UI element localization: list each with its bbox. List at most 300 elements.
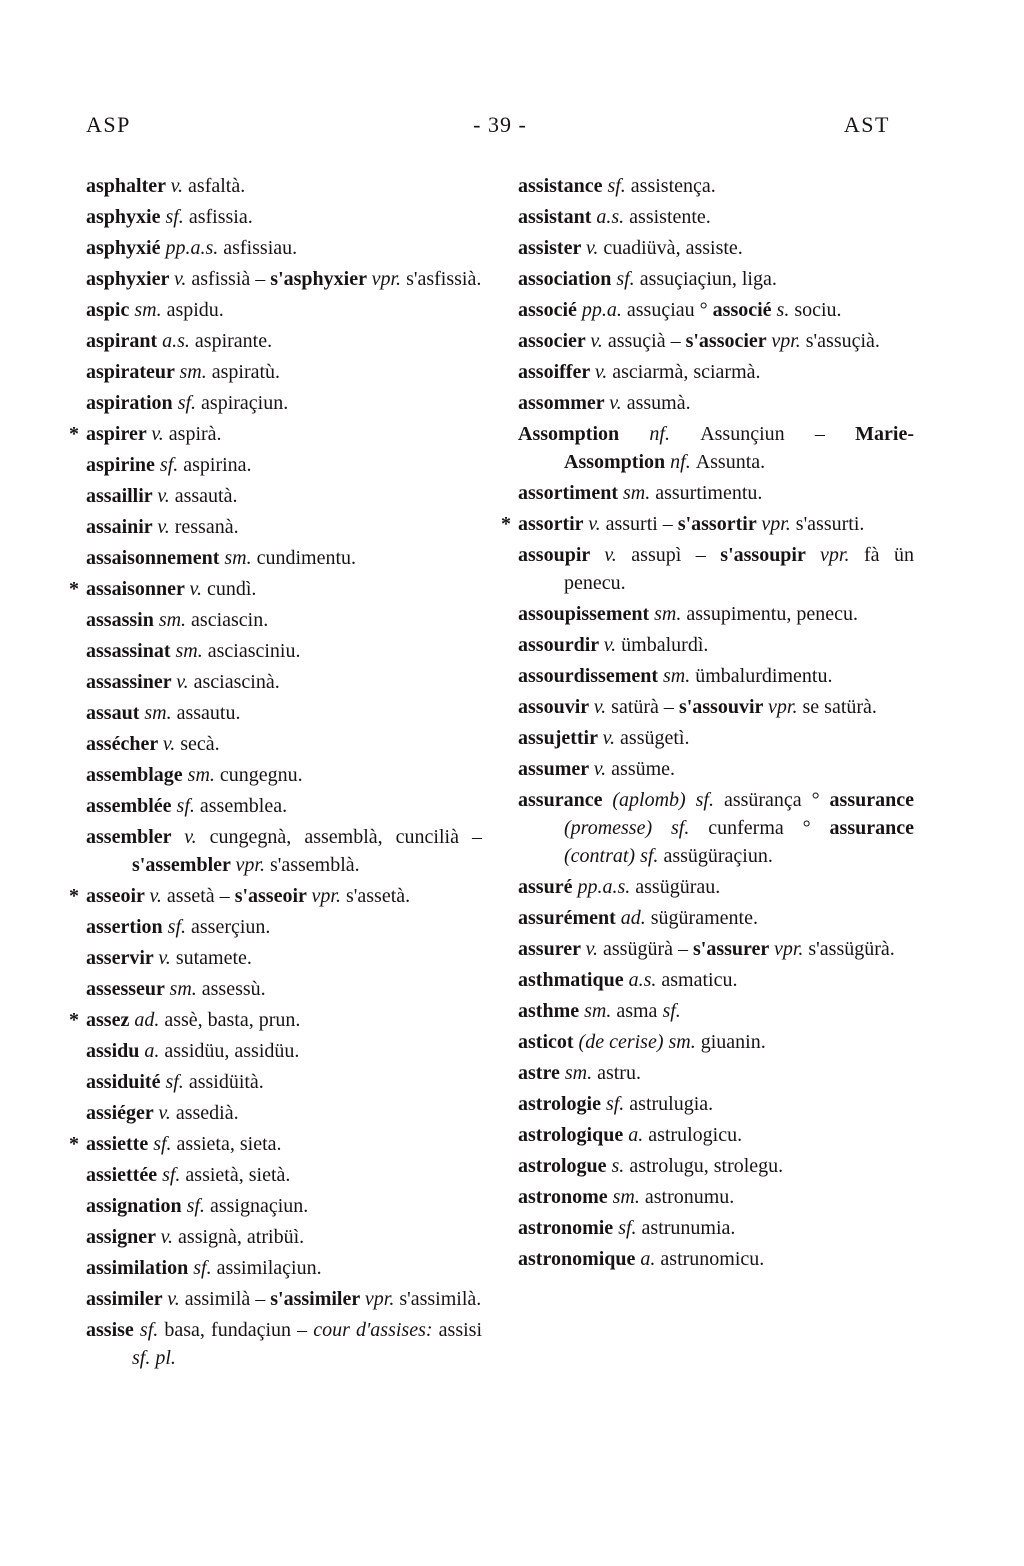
translation: assuçiaçiun, liga. [639,268,777,290]
pos-abbrev: sf. [605,1093,630,1115]
translation: aspiraçiun. [201,392,289,414]
pos-abbrev: a.s. [596,206,630,228]
headword: s'assembler [132,854,236,876]
pos-abbrev: sf. [186,1195,210,1217]
dictionary-entry [86,944,482,972]
pos-abbrev: pp.a. [581,299,627,321]
pos-abbrev: s. [776,299,795,321]
headword: assurément [518,907,621,929]
headword: assurer [518,938,586,960]
headword: assiduité [86,1071,166,1093]
pos-abbrev: ad. [620,907,651,929]
headword: assassiner [86,671,177,693]
translation: asfissia. [188,206,253,228]
dictionary-entry [518,997,914,1025]
headword: assemblage [86,764,188,786]
headword: s'asphyxier [270,268,372,290]
translation: assüme. [611,758,676,780]
headword: s'associer [685,330,772,352]
headword: assoupir [518,544,605,566]
dictionary-entry [86,203,482,231]
translation: assupimentu, penecu. [686,603,858,625]
dictionary-entry [86,1161,482,1189]
dictionary-entry [86,761,482,789]
dictionary-entry [518,724,914,752]
translation: assautu. [176,702,241,724]
pos-abbrev: sm. [564,1062,598,1084]
headword: asphalter [86,175,171,197]
translation: assè, basta, prun. [164,1009,301,1031]
dictionary-entry [518,1121,914,1149]
pos-abbrev: v. [594,361,613,383]
dictionary-entry [518,358,914,386]
dictionary-entry [518,904,914,932]
translation: s'assetà. [346,885,411,907]
pos-abbrev: a.s. [162,330,195,352]
dictionary-entry [518,172,914,200]
translation: satürà – [611,696,679,718]
headword: s'assortir [677,513,762,535]
headword: asphyxie [86,206,166,228]
pos-abbrev: sm. [663,665,696,687]
translation: astrulogicu. [648,1124,743,1146]
headword: asphyxié [86,237,166,259]
headword: aspirine [86,454,160,476]
headword: aspirant [86,330,163,352]
dictionary-entry [518,755,914,783]
pos-abbrev: vpr. [773,938,809,960]
translation: giuanin. [700,1031,766,1053]
dictionary-entry [518,966,914,994]
pos-abbrev: sf. [159,454,184,476]
dictionary-entry [518,234,914,262]
pos-abbrev: v. [590,330,608,352]
translation: assurti – [605,513,678,535]
dictionary-entry [86,637,482,665]
translation: sociu. [794,299,842,321]
translation: basa, fundaçiun – [164,1319,314,1341]
headword: astrologie [518,1093,606,1115]
translation: assügüraçiun. [663,845,773,867]
translation: s'assuçià. [805,330,880,352]
pos-abbrev: sf. [165,206,189,228]
translation: assistente. [629,206,711,228]
headword: Marie-Assomption [564,423,914,473]
translation: assisi [438,1319,482,1341]
guideword-right: AST [843,112,890,137]
pos-abbrev: sm. [169,978,202,1000]
pos-abbrev: sf. [193,1257,217,1279]
dictionary-entry [86,1285,482,1313]
headword: asphyxier [86,268,174,290]
headword: assise [86,1319,140,1341]
pos-abbrev: sf. [165,1071,189,1093]
headword: assuré [518,876,578,898]
translation: astrunomicu. [660,1248,765,1270]
headword: assimilation [86,1257,194,1279]
dictionary-entry [86,234,482,262]
columns-container [69,172,915,1375]
headword: s'assimiler [270,1288,365,1310]
headword: asthme [518,1000,585,1022]
headword: aspic [86,299,135,321]
pos-abbrev: v. [593,758,612,780]
pos-abbrev: sm. [612,1186,645,1208]
headword: assassin [86,609,159,631]
translation: s'asfissià. [406,268,482,290]
headword: assister [518,237,586,259]
pos-abbrev: a. [628,1124,649,1146]
translation: assuçià – [607,330,686,352]
pos-abbrev: vpr. [761,513,796,535]
translation: assessù. [201,978,266,1000]
headword: association [518,268,617,290]
translation: aspirante. [194,330,273,352]
dictionary-entry [518,1152,914,1180]
translation: asciascin. [191,609,269,631]
translation: assügetì. [620,727,690,749]
asterisk-marker: * [69,578,79,600]
dictionary-entry [518,479,914,507]
pos-abbrev: v. [593,696,612,718]
translation: asciarmà, sciarmà. [612,361,761,383]
translation: sutamete. [175,947,252,969]
translation: assimilà – [184,1288,271,1310]
headword: assurance [829,789,914,811]
pos-abbrev: v. [173,268,192,290]
translation: aspirà. [168,423,222,445]
pos-abbrev: vpr. [371,268,407,290]
guideword-left: ASP [86,112,131,137]
translation: assignà, atribüì. [178,1226,305,1248]
pos-abbrev: sf. [139,1319,165,1341]
pos-abbrev: sm. [175,640,208,662]
headword: associé [712,299,777,321]
translation: assidüità. [188,1071,264,1093]
translation: Assunta. [695,451,766,473]
pos-abbrev: v. [151,423,169,445]
pos-abbrev: v. [585,237,604,259]
pos-abbrev: sf. [618,1217,642,1239]
pos-abbrev: v. [189,578,207,600]
headword: assourdissement [518,665,664,687]
translation: asserçiun. [191,916,271,938]
headword: assoiffer [518,361,595,383]
asterisk-marker: * [69,423,79,445]
headword: astrologue [518,1155,612,1177]
pos-abbrev: v. [149,885,167,907]
headword: assaut [86,702,145,724]
translation: s'assurti. [795,513,865,535]
pos-abbrev: nf. [670,451,696,473]
translation: assietà, sietà. [185,1164,291,1186]
headword: s'assouvir [678,696,769,718]
headword: assiettée [86,1164,163,1186]
headword: assurance [829,817,914,839]
pos-abbrev: sm. [134,299,167,321]
pos-abbrev: v. [603,634,622,656]
dictionary-entry [86,606,482,634]
dictionary-entry [518,389,914,417]
translation: assistença. [630,175,716,197]
headword: s'assurer [693,938,774,960]
dictionary-entry [518,420,914,476]
translation: s'assemblà. [269,854,360,876]
headword: astronome [518,1186,613,1208]
pos-abbrev: sm. [144,702,177,724]
dictionary-entry [518,1183,914,1211]
dictionary-entry [86,327,482,355]
dictionary-entry [86,792,482,820]
dictionary-entry [86,544,482,572]
translation: assügürau. [635,876,721,898]
pos-abbrev: a. [144,1040,165,1062]
translation: ümbalurdimentu. [695,665,833,687]
headword: assortir [518,513,589,535]
dictionary-entry [69,575,482,603]
headword: assistant [518,206,597,228]
headword: aspirateur [86,361,180,383]
column-left [69,172,482,1375]
translation: assignaçiun. [209,1195,309,1217]
translation: assürança ° [723,789,830,811]
headword: assujettir [518,727,603,749]
pos-abbrev: a.s. [628,969,662,991]
headword: astronomique [518,1248,641,1270]
headword: assembler [86,826,185,848]
translation: asmaticu. [661,969,738,991]
dictionary-entry [86,389,482,417]
pos-abbrev: sf. [167,916,192,938]
translation: asfaltà. [188,175,246,197]
headword: assigner [86,1226,161,1248]
translation: asfissiau. [223,237,298,259]
dictionary-entry [518,873,914,901]
headword: astrologique [518,1124,629,1146]
pos-abbrev: sm. [158,609,192,631]
page-number: - 39 - [473,112,527,137]
translation: assidüu, assidüu. [164,1040,300,1062]
pos-abbrev: sm. [654,603,687,625]
dictionary-entry [518,1245,914,1273]
translation: assautà. [174,485,238,507]
translation: asma [616,1000,663,1022]
dictionary-entry [518,693,914,721]
translation: ressanà. [174,516,239,538]
dictionary-entry [501,510,914,538]
pos-abbrev: v. [158,947,176,969]
pos-abbrev: (contrat) sf. [564,845,664,867]
dictionary-entry [518,327,914,355]
pos-abbrev: sf. [662,1000,681,1022]
translation: astrunumia. [641,1217,736,1239]
headword: assumer [518,758,594,780]
page-header [86,112,914,138]
headword: assortiment [518,482,623,504]
pos-abbrev: vpr. [235,854,270,876]
headword: assimiler [86,1288,168,1310]
dictionary-entry [86,265,482,293]
asterisk-marker: * [69,1009,79,1031]
pos-abbrev: sm. [187,764,220,786]
translation: cunferma ° [708,817,830,839]
headword: assainir [86,516,158,538]
headword: aspirer [86,423,152,445]
dictionary-entry [86,482,482,510]
dictionary-entry [518,1059,914,1087]
pos-abbrev: v. [609,392,627,414]
pos-abbrev: vpr. [771,330,806,352]
translation: fà ün penecu. [564,544,915,594]
headword: assistance [518,175,608,197]
headword: Assomption [518,423,650,445]
pos-abbrev: vpr. [768,696,803,718]
pos-abbrev: vpr. [311,885,346,907]
pos-abbrev: (de cerise) sm. [578,1031,701,1053]
translation: assieta, sieta. [176,1133,282,1155]
translation: s'assügürà. [808,938,895,960]
translation: assuçiau ° [626,299,713,321]
dictionary-entry [86,699,482,727]
headword: aspiration [86,392,178,414]
translation: cuadiüvà, assiste. [603,237,743,259]
dictionary-entry [69,882,482,910]
headword: assignation [86,1195,187,1217]
pos-abbrev: s. [611,1155,630,1177]
headword: s'assoupir [720,544,821,566]
pos-abbrev: pp.a.s. [165,237,224,259]
translation: assügürà – [603,938,693,960]
dictionary-entry [86,975,482,1003]
translation: asciasciniu. [207,640,301,662]
pos-abbrev: v. [157,516,175,538]
translation: aspiratù. [211,361,281,383]
pos-abbrev: sf. [176,795,200,817]
dictionary-entry [86,913,482,941]
translation: asfissià – [191,268,271,290]
headword: assommer [518,392,610,414]
pos-abbrev: v. [602,727,621,749]
pos-abbrev: v. [585,938,604,960]
asterisk-marker: * [69,885,79,907]
headword: assiéger [86,1102,159,1124]
dictionary-entry [518,203,914,231]
pos-abbrev: v. [588,513,606,535]
headword: assassinat [86,640,176,662]
pos-abbrev: v. [176,671,194,693]
pos-abbrev: sf. [607,175,631,197]
pos-abbrev: v. [170,175,189,197]
headword: assourdir [518,634,604,656]
translation: cundimentu. [256,547,357,569]
headword: asservir [86,947,159,969]
pos-abbrev: v. [162,733,181,755]
dictionary-entry [69,1130,482,1158]
translation: assimilaçiun. [216,1257,322,1279]
translation: assedià. [175,1102,239,1124]
pos-abbrev: (promesse) sf. [564,817,709,839]
pos-abbrev: v. [160,1226,179,1248]
dictionary-entry [86,1192,482,1220]
headword: assoupissement [518,603,655,625]
pos-abbrev: nf. [649,423,701,445]
translation: s'assimilà. [399,1288,482,1310]
pos-abbrev: sf. [616,268,640,290]
headword: asthmatique [518,969,629,991]
pos-abbrev: v. [604,544,632,566]
translation: assurtimentu. [655,482,763,504]
dictionary-entry [518,296,914,324]
headword: s'asseoir [234,885,312,907]
dictionary-entry [518,1214,914,1242]
pos-abbrev: (aplomb) sf. [612,789,724,811]
headword: assemblée [86,795,177,817]
dictionary-entry [86,1316,482,1372]
headword: assaisonnement [86,547,225,569]
dictionary-entry [86,1099,482,1127]
dictionary-entry [86,1068,482,1096]
translation: astru. [597,1062,641,1084]
dictionary-entry [518,662,914,690]
headword: assouvir [518,696,594,718]
translation: aspidu. [166,299,224,321]
dictionary-entry [86,513,482,541]
dictionary-entry [518,1028,914,1056]
translation: aspirina. [183,454,252,476]
pos-abbrev: v. [158,1102,176,1124]
dictionary-entry [86,730,482,758]
headword: assaillir [86,485,158,507]
pos-abbrev: sm. [622,482,656,504]
dictionary-entry [518,600,914,628]
translation: ümbalurdì. [621,634,709,656]
dictionary-entry [86,1223,482,1251]
pos-abbrev: sf. [162,1164,186,1186]
dictionary-entry [518,541,914,597]
headword: astre [518,1062,565,1084]
asterisk-marker: * [69,1133,79,1155]
translation: se satürà. [802,696,877,718]
pos-abbrev: v. [157,485,175,507]
column-right [501,172,915,1375]
pos-abbrev: vpr. [820,544,864,566]
translation: cungegnu. [219,764,303,786]
pos-abbrev: cour d'assises: [313,1319,439,1341]
asterisk-marker: * [501,513,511,535]
pos-abbrev: ad. [134,1009,165,1031]
dictionary-entry [86,823,482,879]
dictionary-entry [69,420,482,448]
translation: asciascinà. [193,671,280,693]
headword: assesseur [86,978,170,1000]
dictionary-entry [86,668,482,696]
pos-abbrev: vpr. [364,1288,400,1310]
translation: astrolugu, strolegu. [629,1155,784,1177]
headword: asticot [518,1031,579,1053]
pos-abbrev: sf. [153,1133,177,1155]
dictionary-entry [86,451,482,479]
pos-abbrev: v. [167,1288,185,1310]
pos-abbrev: sm. [179,361,212,383]
headword: assertion [86,916,168,938]
translation: secà. [180,733,220,755]
translation: cundì. [206,578,257,600]
pos-abbrev: sf. [177,392,202,414]
dictionary-entry [86,358,482,386]
translation: assumà. [626,392,691,414]
pos-abbrev: sm. [224,547,257,569]
dictionary-entry [86,1037,482,1065]
